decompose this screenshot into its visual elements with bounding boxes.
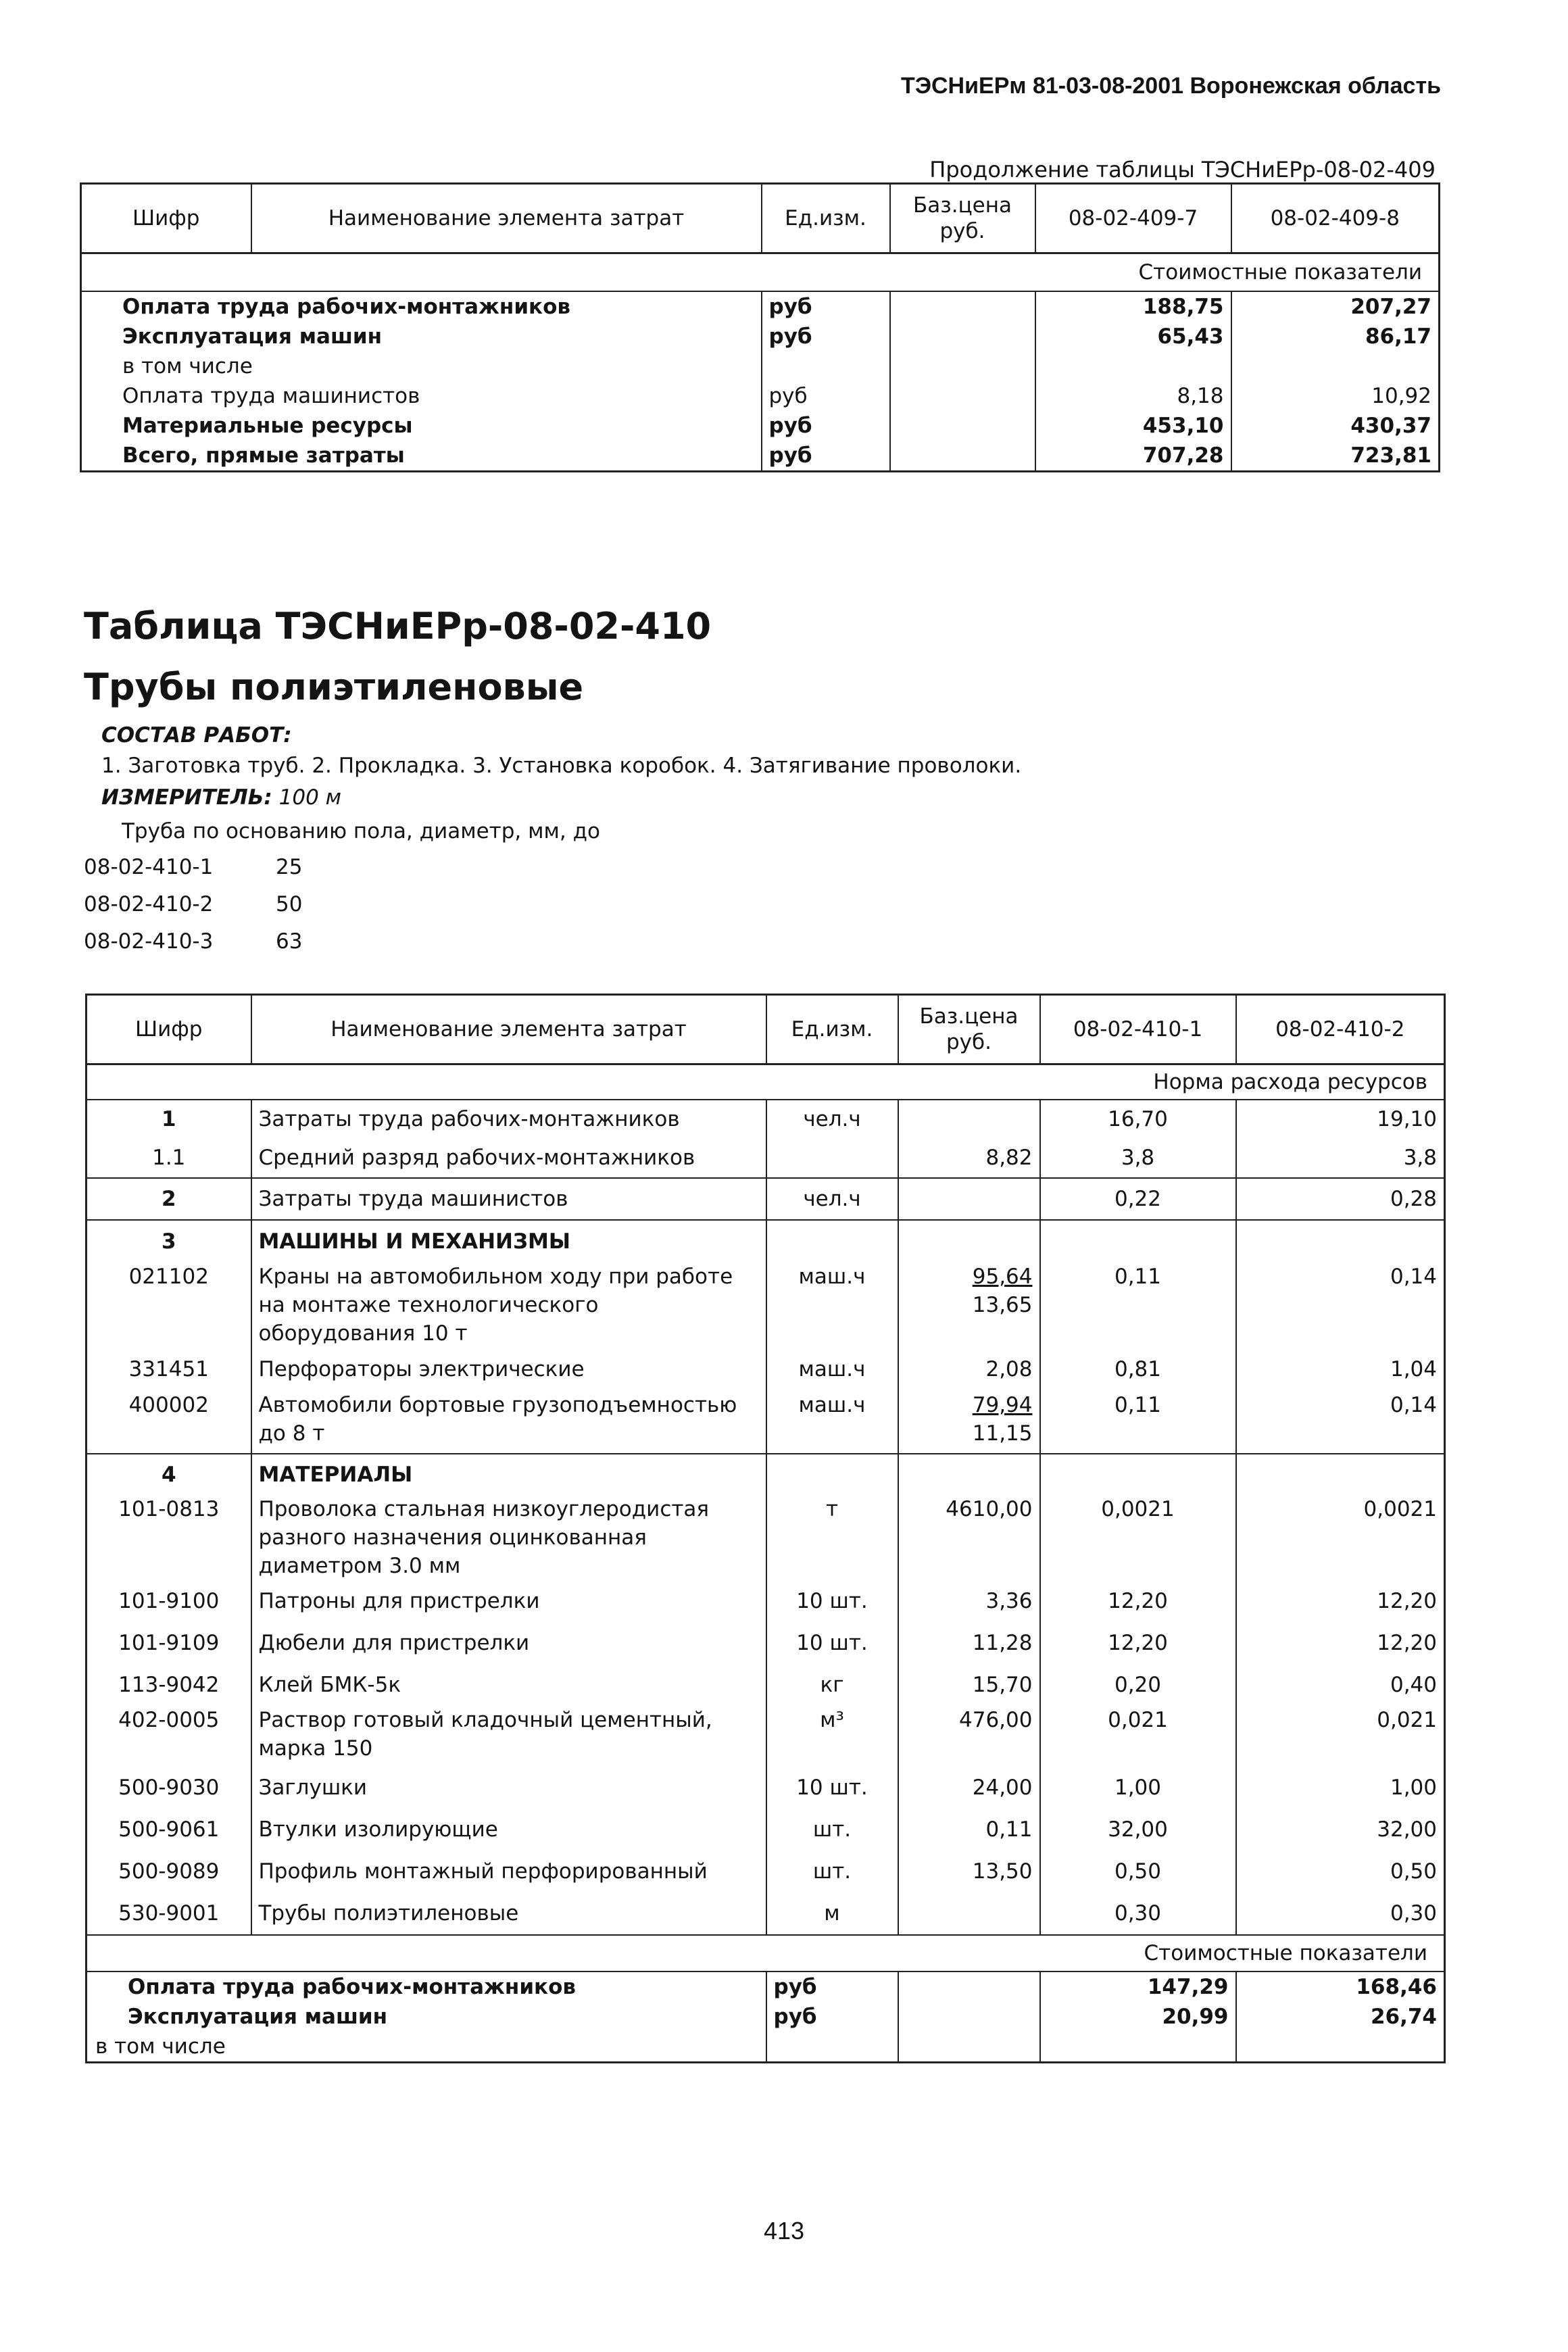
row-value-2: 86,17 bbox=[1231, 322, 1440, 351]
row-price bbox=[898, 1971, 1040, 2002]
row-name bbox=[251, 1263, 766, 1348]
work-composition-text: 1. Заготовка труб. 2. Прокладка. 3. Установка коробок. 4. Затягивание проволоки. bbox=[101, 754, 1022, 778]
col-header-variant-2: 08-02-409-8 bbox=[1231, 184, 1440, 253]
row-value-1: 0,021 bbox=[1040, 1706, 1236, 1767]
table-row bbox=[87, 1851, 1445, 1892]
variant-code: 08-02-410-2 bbox=[84, 892, 214, 916]
row-name: Эксплуатация машин bbox=[81, 322, 762, 351]
row-value-2: 0,0021 bbox=[1236, 1495, 1445, 1580]
row-code: 402-0005 bbox=[87, 1706, 251, 1767]
row-price bbox=[890, 441, 1035, 472]
group-title: МАШИНЫ И МЕХАНИЗМЫ bbox=[251, 1220, 766, 1263]
row-price bbox=[890, 381, 1035, 411]
table-header-row bbox=[87, 995, 1445, 1064]
row-price: 24,00 bbox=[898, 1767, 1040, 1809]
row-name-line: разного назначения оцинкованная bbox=[258, 1525, 647, 1550]
col-header-price: Баз.цена руб. bbox=[890, 184, 1035, 253]
row-name-line: оборудования 10 т bbox=[258, 1321, 468, 1346]
row-name: Затраты труда рабочих-монтажников bbox=[251, 1100, 766, 1138]
band-row bbox=[87, 1064, 1445, 1100]
row-price: 2,08 bbox=[898, 1348, 1040, 1391]
row-name-line: Краны на автомобильном ходу при работе bbox=[258, 1265, 733, 1289]
work-composition-label: СОСТАВ РАБОТ: bbox=[101, 723, 292, 748]
row-unit: шт. bbox=[766, 1809, 898, 1851]
row-name: в том числе bbox=[87, 2032, 766, 2063]
row-value-2: 430,37 bbox=[1231, 411, 1440, 441]
row-value-2: 3,8 bbox=[1236, 1138, 1445, 1178]
row-unit: руб bbox=[762, 322, 890, 351]
row-value-1: 0,22 bbox=[1040, 1178, 1236, 1220]
band-row bbox=[87, 1935, 1445, 1971]
row-value-1: 16,70 bbox=[1040, 1100, 1236, 1138]
variant-value: 50 bbox=[276, 892, 303, 916]
row-code: 400002 bbox=[87, 1391, 251, 1454]
row-code: 113-9042 bbox=[87, 1664, 251, 1706]
cost-table-409 bbox=[80, 182, 1440, 472]
row-value-1: 3,8 bbox=[1040, 1138, 1236, 1178]
row-price: 15,70 bbox=[898, 1664, 1040, 1706]
row-value-2: 207,27 bbox=[1231, 291, 1440, 322]
row-value-2: 10,92 bbox=[1231, 381, 1440, 411]
row-price: 8,82 bbox=[898, 1138, 1040, 1178]
row-value-1: 0,11 bbox=[1040, 1391, 1236, 1454]
row-name-line: на монтаже технологического bbox=[258, 1293, 599, 1317]
row-value-2: 12,20 bbox=[1236, 1622, 1445, 1664]
row-unit: чел.ч bbox=[766, 1100, 898, 1138]
row-code: 101-9109 bbox=[87, 1622, 251, 1664]
col-header-name: Наименование элемента затрат bbox=[251, 995, 766, 1064]
table-row bbox=[87, 1664, 1445, 1706]
row-name-line: Автомобили бортовые грузоподъемностью bbox=[258, 1393, 737, 1417]
row-value-2: 0,14 bbox=[1236, 1263, 1445, 1348]
row-price bbox=[898, 1391, 1040, 1454]
row-name: Эксплуатация машин bbox=[87, 2002, 766, 2032]
row-unit: м bbox=[766, 1892, 898, 1935]
row-name: Оплата труда рабочих-монтажников bbox=[87, 1971, 766, 2002]
col-header-code: Шифр bbox=[87, 995, 251, 1064]
row-unit: шт. bbox=[766, 1851, 898, 1892]
row-code: 101-9100 bbox=[87, 1580, 251, 1622]
row-value-1: 65,43 bbox=[1035, 322, 1231, 351]
row-unit: 10 шт. bbox=[766, 1622, 898, 1664]
row-value-1: 20,99 bbox=[1040, 2002, 1236, 2032]
row-unit: руб bbox=[762, 291, 890, 322]
row-value-1: 188,75 bbox=[1035, 291, 1231, 322]
row-unit: руб bbox=[766, 2002, 898, 2032]
row-price bbox=[898, 1892, 1040, 1935]
price-numerator: 79,94 bbox=[972, 1393, 1033, 1417]
col-header-code: Шифр bbox=[81, 184, 251, 253]
row-value-2: 12,20 bbox=[1236, 1580, 1445, 1622]
table-row bbox=[87, 1706, 1445, 1767]
row-value-2: 0,40 bbox=[1236, 1664, 1445, 1706]
row-unit: кг bbox=[766, 1664, 898, 1706]
band-row bbox=[81, 253, 1440, 292]
col-header-unit: Ед.изм. bbox=[766, 995, 898, 1064]
row-unit bbox=[762, 351, 890, 381]
row-price bbox=[898, 2032, 1040, 2063]
row-value-2: 168,46 bbox=[1236, 1971, 1445, 2002]
page-number: 413 bbox=[763, 2217, 805, 2245]
table-row bbox=[87, 1580, 1445, 1622]
cost-row bbox=[87, 2002, 1445, 2032]
row-code: 1 bbox=[87, 1100, 251, 1138]
row-price: 476,00 bbox=[898, 1706, 1040, 1767]
group-title: МАТЕРИАЛЫ bbox=[251, 1454, 766, 1495]
row-value-2: 0,14 bbox=[1236, 1391, 1445, 1454]
row-value-1: 453,10 bbox=[1035, 411, 1231, 441]
row-name: Патроны для пристрелки bbox=[251, 1580, 766, 1622]
variants-description: Труба по основанию пола, диаметр, мм, до bbox=[122, 819, 601, 843]
table-title: Таблица ТЭСНиЕРр-08-02-410 bbox=[84, 605, 712, 647]
table-row bbox=[87, 1892, 1445, 1935]
row-name-line: Раствор готовый кладочный цементный, bbox=[258, 1708, 712, 1732]
row-value-1 bbox=[1035, 351, 1231, 381]
col-header-unit: Ед.изм. bbox=[762, 184, 890, 253]
cost-row-total bbox=[81, 441, 1440, 472]
table-row bbox=[87, 1178, 1445, 1220]
row-value-2: 19,10 bbox=[1236, 1100, 1445, 1138]
col-header-price: Баз.цена руб. bbox=[898, 995, 1040, 1064]
price-numerator: 95,64 bbox=[972, 1265, 1033, 1289]
row-code: 500-9089 bbox=[87, 1851, 251, 1892]
table-row bbox=[87, 1495, 1445, 1580]
measure-line bbox=[101, 785, 341, 810]
row-code: 3 bbox=[87, 1220, 251, 1263]
row-name: Всего, прямые затраты bbox=[81, 441, 762, 472]
row-code: 2 bbox=[87, 1178, 251, 1220]
row-price: 3,36 bbox=[898, 1580, 1040, 1622]
row-unit: м³ bbox=[766, 1706, 898, 1767]
col-header-variant-1: 08-02-409-7 bbox=[1035, 184, 1231, 253]
row-unit: 10 шт. bbox=[766, 1767, 898, 1809]
measure-label: ИЗМЕРИТЕЛЬ: bbox=[101, 785, 272, 810]
row-name: Трубы полиэтиленовые bbox=[251, 1892, 766, 1935]
row-unit: маш.ч bbox=[766, 1348, 898, 1391]
row-code: 530-9001 bbox=[87, 1892, 251, 1935]
cost-row bbox=[81, 351, 1440, 381]
row-value-2: 26,74 bbox=[1236, 2002, 1445, 2032]
row-value-2: 1,04 bbox=[1236, 1348, 1445, 1391]
row-price bbox=[898, 2002, 1040, 2032]
resource-table-410 bbox=[85, 994, 1446, 2063]
cost-row bbox=[87, 2032, 1445, 2063]
table-row bbox=[87, 1622, 1445, 1664]
group-header-row bbox=[87, 1220, 1445, 1263]
row-unit: чел.ч bbox=[766, 1178, 898, 1220]
row-name bbox=[251, 1391, 766, 1454]
row-value-1 bbox=[1040, 2032, 1236, 2063]
row-value-2: 1,00 bbox=[1236, 1767, 1445, 1809]
col-header-variant-2: 08-02-410-2 bbox=[1236, 995, 1445, 1064]
row-name: Оплата труда машинистов bbox=[81, 381, 762, 411]
row-code: 1.1 bbox=[87, 1138, 251, 1178]
row-value-1: 0,0021 bbox=[1040, 1495, 1236, 1580]
row-price bbox=[898, 1100, 1040, 1138]
row-name: Средний разряд рабочих-монтажников bbox=[251, 1138, 766, 1178]
row-price bbox=[898, 1178, 1040, 1220]
row-value-1: 32,00 bbox=[1040, 1809, 1236, 1851]
row-name: в том числе bbox=[81, 351, 762, 381]
row-value-2 bbox=[1236, 1220, 1445, 1263]
row-name-line: марка 150 bbox=[258, 1736, 373, 1761]
row-price bbox=[898, 1263, 1040, 1348]
band-label: Норма расхода ресурсов bbox=[87, 1064, 1445, 1100]
row-price: 11,28 bbox=[898, 1622, 1040, 1664]
band-label: Стоимостные показатели bbox=[81, 253, 1440, 292]
row-value-1: 147,29 bbox=[1040, 1971, 1236, 2002]
price-denominator: 11,15 bbox=[972, 1421, 1033, 1446]
variant-value: 25 bbox=[276, 855, 303, 879]
cost-row bbox=[81, 291, 1440, 322]
row-code: 500-9030 bbox=[87, 1767, 251, 1809]
row-code: 331451 bbox=[87, 1348, 251, 1391]
cost-row bbox=[87, 1971, 1445, 2002]
row-unit: т bbox=[766, 1495, 898, 1580]
col-header-name: Наименование элемента затрат bbox=[251, 184, 762, 253]
row-price bbox=[890, 291, 1035, 322]
table-header-row bbox=[81, 184, 1440, 253]
row-name: Материальные ресурсы bbox=[81, 411, 762, 441]
row-name: Профиль монтажный перфорированный bbox=[251, 1851, 766, 1892]
row-value-1: 12,20 bbox=[1040, 1622, 1236, 1664]
row-price bbox=[890, 411, 1035, 441]
row-value-2: 0,021 bbox=[1236, 1706, 1445, 1767]
row-unit: руб bbox=[762, 381, 890, 411]
row-value-1: 0,81 bbox=[1040, 1348, 1236, 1391]
row-name: Перфораторы электрические bbox=[251, 1348, 766, 1391]
row-unit: руб bbox=[766, 1971, 898, 2002]
row-code: 4 bbox=[87, 1454, 251, 1495]
cost-row bbox=[81, 411, 1440, 441]
row-value-1: 12,20 bbox=[1040, 1580, 1236, 1622]
row-price bbox=[898, 1220, 1040, 1263]
row-unit: маш.ч bbox=[766, 1391, 898, 1454]
row-unit bbox=[766, 2032, 898, 2063]
row-price bbox=[898, 1454, 1040, 1495]
row-value-2: 0,30 bbox=[1236, 1892, 1445, 1935]
row-unit bbox=[766, 1220, 898, 1263]
running-header: ТЭСНиЕРм 81-03-08-2001 Воронежская область bbox=[901, 73, 1441, 99]
row-value-2: 0,50 bbox=[1236, 1851, 1445, 1892]
table-row bbox=[87, 1263, 1445, 1348]
row-price: 0,11 bbox=[898, 1809, 1040, 1851]
table-row bbox=[87, 1138, 1445, 1178]
row-price bbox=[890, 322, 1035, 351]
row-unit: руб bbox=[762, 411, 890, 441]
row-name: Затраты труда машинистов bbox=[251, 1178, 766, 1220]
row-unit: маш.ч bbox=[766, 1263, 898, 1348]
table-row bbox=[87, 1809, 1445, 1851]
row-value-1 bbox=[1040, 1454, 1236, 1495]
row-value-2 bbox=[1236, 2032, 1445, 2063]
row-value-2 bbox=[1231, 351, 1440, 381]
row-value-1: 1,00 bbox=[1040, 1767, 1236, 1809]
row-code: 101-0813 bbox=[87, 1495, 251, 1580]
row-value-2 bbox=[1236, 1454, 1445, 1495]
row-unit: 10 шт. bbox=[766, 1580, 898, 1622]
row-name: Заглушки bbox=[251, 1767, 766, 1809]
cost-row bbox=[81, 322, 1440, 351]
row-unit: руб bbox=[762, 441, 890, 472]
table-row bbox=[87, 1767, 1445, 1809]
table-row bbox=[87, 1391, 1445, 1454]
row-name: Дюбели для пристрелки bbox=[251, 1622, 766, 1664]
row-price: 13,50 bbox=[898, 1851, 1040, 1892]
row-value-1: 707,28 bbox=[1035, 441, 1231, 472]
row-value-2: 723,81 bbox=[1231, 441, 1440, 472]
table-continuation-caption: Продолжение таблицы ТЭСНиЕРр-08-02-409 bbox=[929, 157, 1436, 182]
row-name-line: до 8 т bbox=[258, 1421, 325, 1446]
row-name-line: Проволока стальная низкоуглеродистая bbox=[258, 1497, 710, 1521]
measure-value: 100 м bbox=[278, 785, 342, 810]
row-value-1: 0,50 bbox=[1040, 1851, 1236, 1892]
row-price bbox=[890, 351, 1035, 381]
table-row bbox=[87, 1100, 1445, 1138]
row-value-1 bbox=[1040, 1220, 1236, 1263]
row-value-2: 0,28 bbox=[1236, 1178, 1445, 1220]
price-denominator: 13,65 bbox=[972, 1293, 1033, 1317]
row-unit bbox=[766, 1138, 898, 1178]
row-name-line: диаметром 3.0 мм bbox=[258, 1554, 461, 1578]
row-code: 500-9061 bbox=[87, 1809, 251, 1851]
row-name bbox=[251, 1706, 766, 1767]
row-code: 021102 bbox=[87, 1263, 251, 1348]
col-header-variant-1: 08-02-410-1 bbox=[1040, 995, 1236, 1064]
band-label: Стоимостные показатели bbox=[87, 1935, 1445, 1971]
group-header-row bbox=[87, 1454, 1445, 1495]
row-name: Клей БМК-5к bbox=[251, 1664, 766, 1706]
row-value-1: 8,18 bbox=[1035, 381, 1231, 411]
table-subtitle: Трубы полиэтиленовые bbox=[84, 666, 584, 708]
variant-value: 63 bbox=[276, 929, 303, 954]
row-unit bbox=[766, 1454, 898, 1495]
row-name: Втулки изолирующие bbox=[251, 1809, 766, 1851]
row-price: 4610,00 bbox=[898, 1495, 1040, 1580]
row-name: Оплата труда рабочих-монтажников bbox=[81, 291, 762, 322]
cost-row bbox=[81, 381, 1440, 411]
row-value-1: 0,30 bbox=[1040, 1892, 1236, 1935]
row-value-1: 0,20 bbox=[1040, 1664, 1236, 1706]
row-value-1: 0,11 bbox=[1040, 1263, 1236, 1348]
variant-code: 08-02-410-3 bbox=[84, 929, 214, 954]
variant-code: 08-02-410-1 bbox=[84, 855, 214, 879]
table-row bbox=[87, 1348, 1445, 1391]
row-name bbox=[251, 1495, 766, 1580]
row-value-2: 32,00 bbox=[1236, 1809, 1445, 1851]
